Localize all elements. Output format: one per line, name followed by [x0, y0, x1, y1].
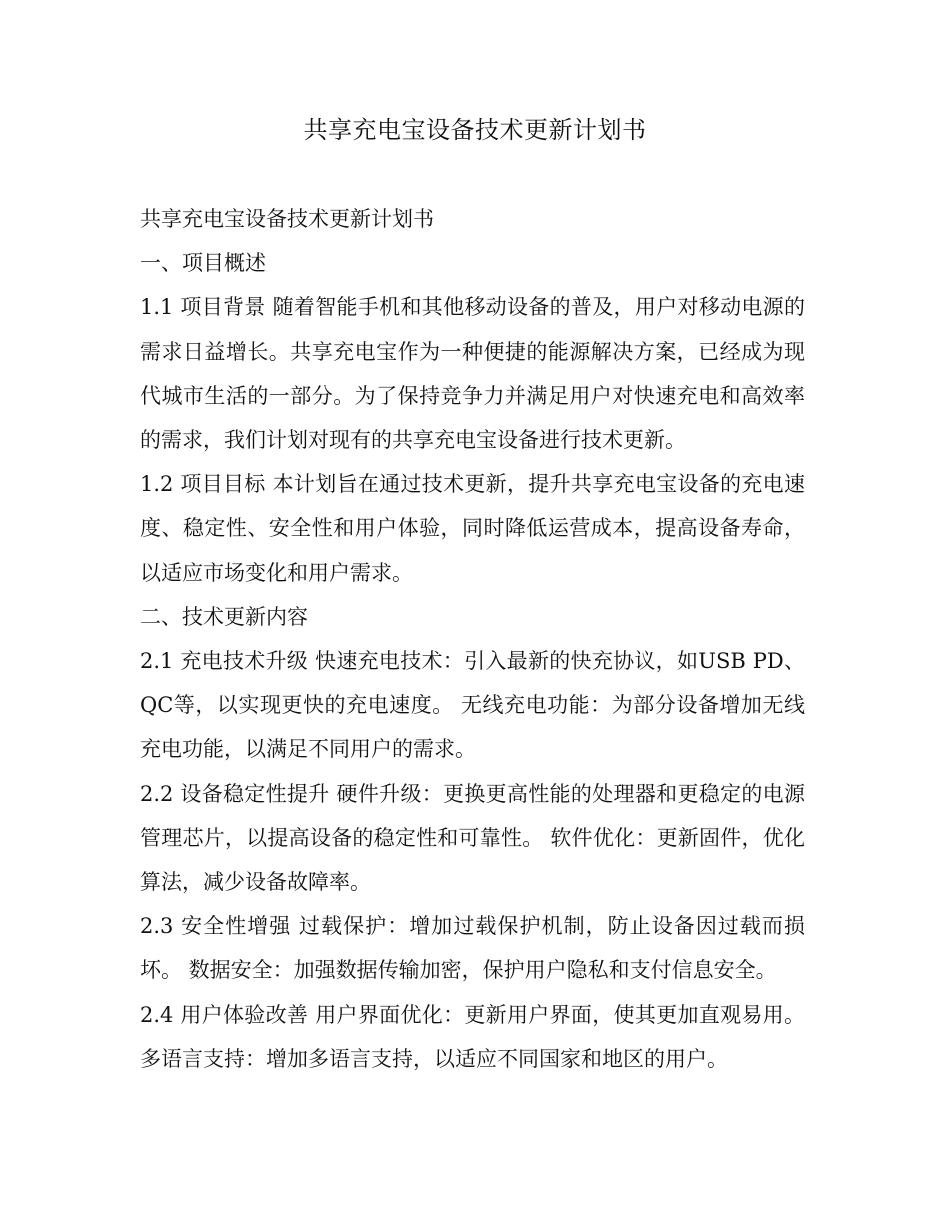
- heading-tech-update-content: 二、技术更新内容: [140, 604, 308, 629]
- paragraph-2-2-stability: 2.2 设备稳定性提升 硬件升级：更换更高性能的处理器和更稳定的电源管理芯片，以提高设备的稳定性和可靠性。 软件优化：更新固件，优化算法，减少设备故障率。: [140, 781, 805, 895]
- paragraph-2-3-security: 2.3 安全性增强 过载保护：增加过载保护机制，防止设备因过载而损坏。 数据安全：加强数据传输加密，保护用户隐私和支付信息安全。: [140, 914, 805, 983]
- document-title: 共享充电宝设备技术更新计划书: [303, 116, 647, 144]
- document-body: [140, 197, 805, 1081]
- paragraph-1-1-background: 1.1 项目背景 随着智能手机和其他移动设备的普及，用户对移动电源的需求日益增长。共享充电宝作为一种便捷的能源解决方案，已经成为现代城市生活的一部分。为了保持竞争力并满足用户对快速充电和高效率的需求，我们计划对现有的共享充电宝设备进行技术更新。: [140, 295, 805, 453]
- paragraph-2-1-charging-tech: 2.1 充电技术升级 快速充电技术：引入最新的快充协议，如USB PD、QC等，以实现更快的充电速度。 无线充电功能：为部分设备增加无线充电功能，以满足不同用户的需求。: [140, 649, 805, 762]
- heading-project-overview: 一、项目概述: [140, 251, 266, 276]
- paragraph-1-2-goals: 1.2 项目目标 本计划旨在通过技术更新，提升共享充电宝设备的充电速度、稳定性、安全性和用户体验，同时降低运营成本，提高设备寿命，以适应市场变化和用户需求。: [140, 472, 805, 585]
- paragraph-2-4-user-experience: 2.4 用户体验改善 用户界面优化：更新用户界面，使其更加直观易用。 多语言支持：增加多语言支持，以适应不同国家和地区的用户。: [140, 1002, 805, 1071]
- paragraph-subtitle: 共享充电宝设备技术更新计划书: [140, 207, 434, 231]
